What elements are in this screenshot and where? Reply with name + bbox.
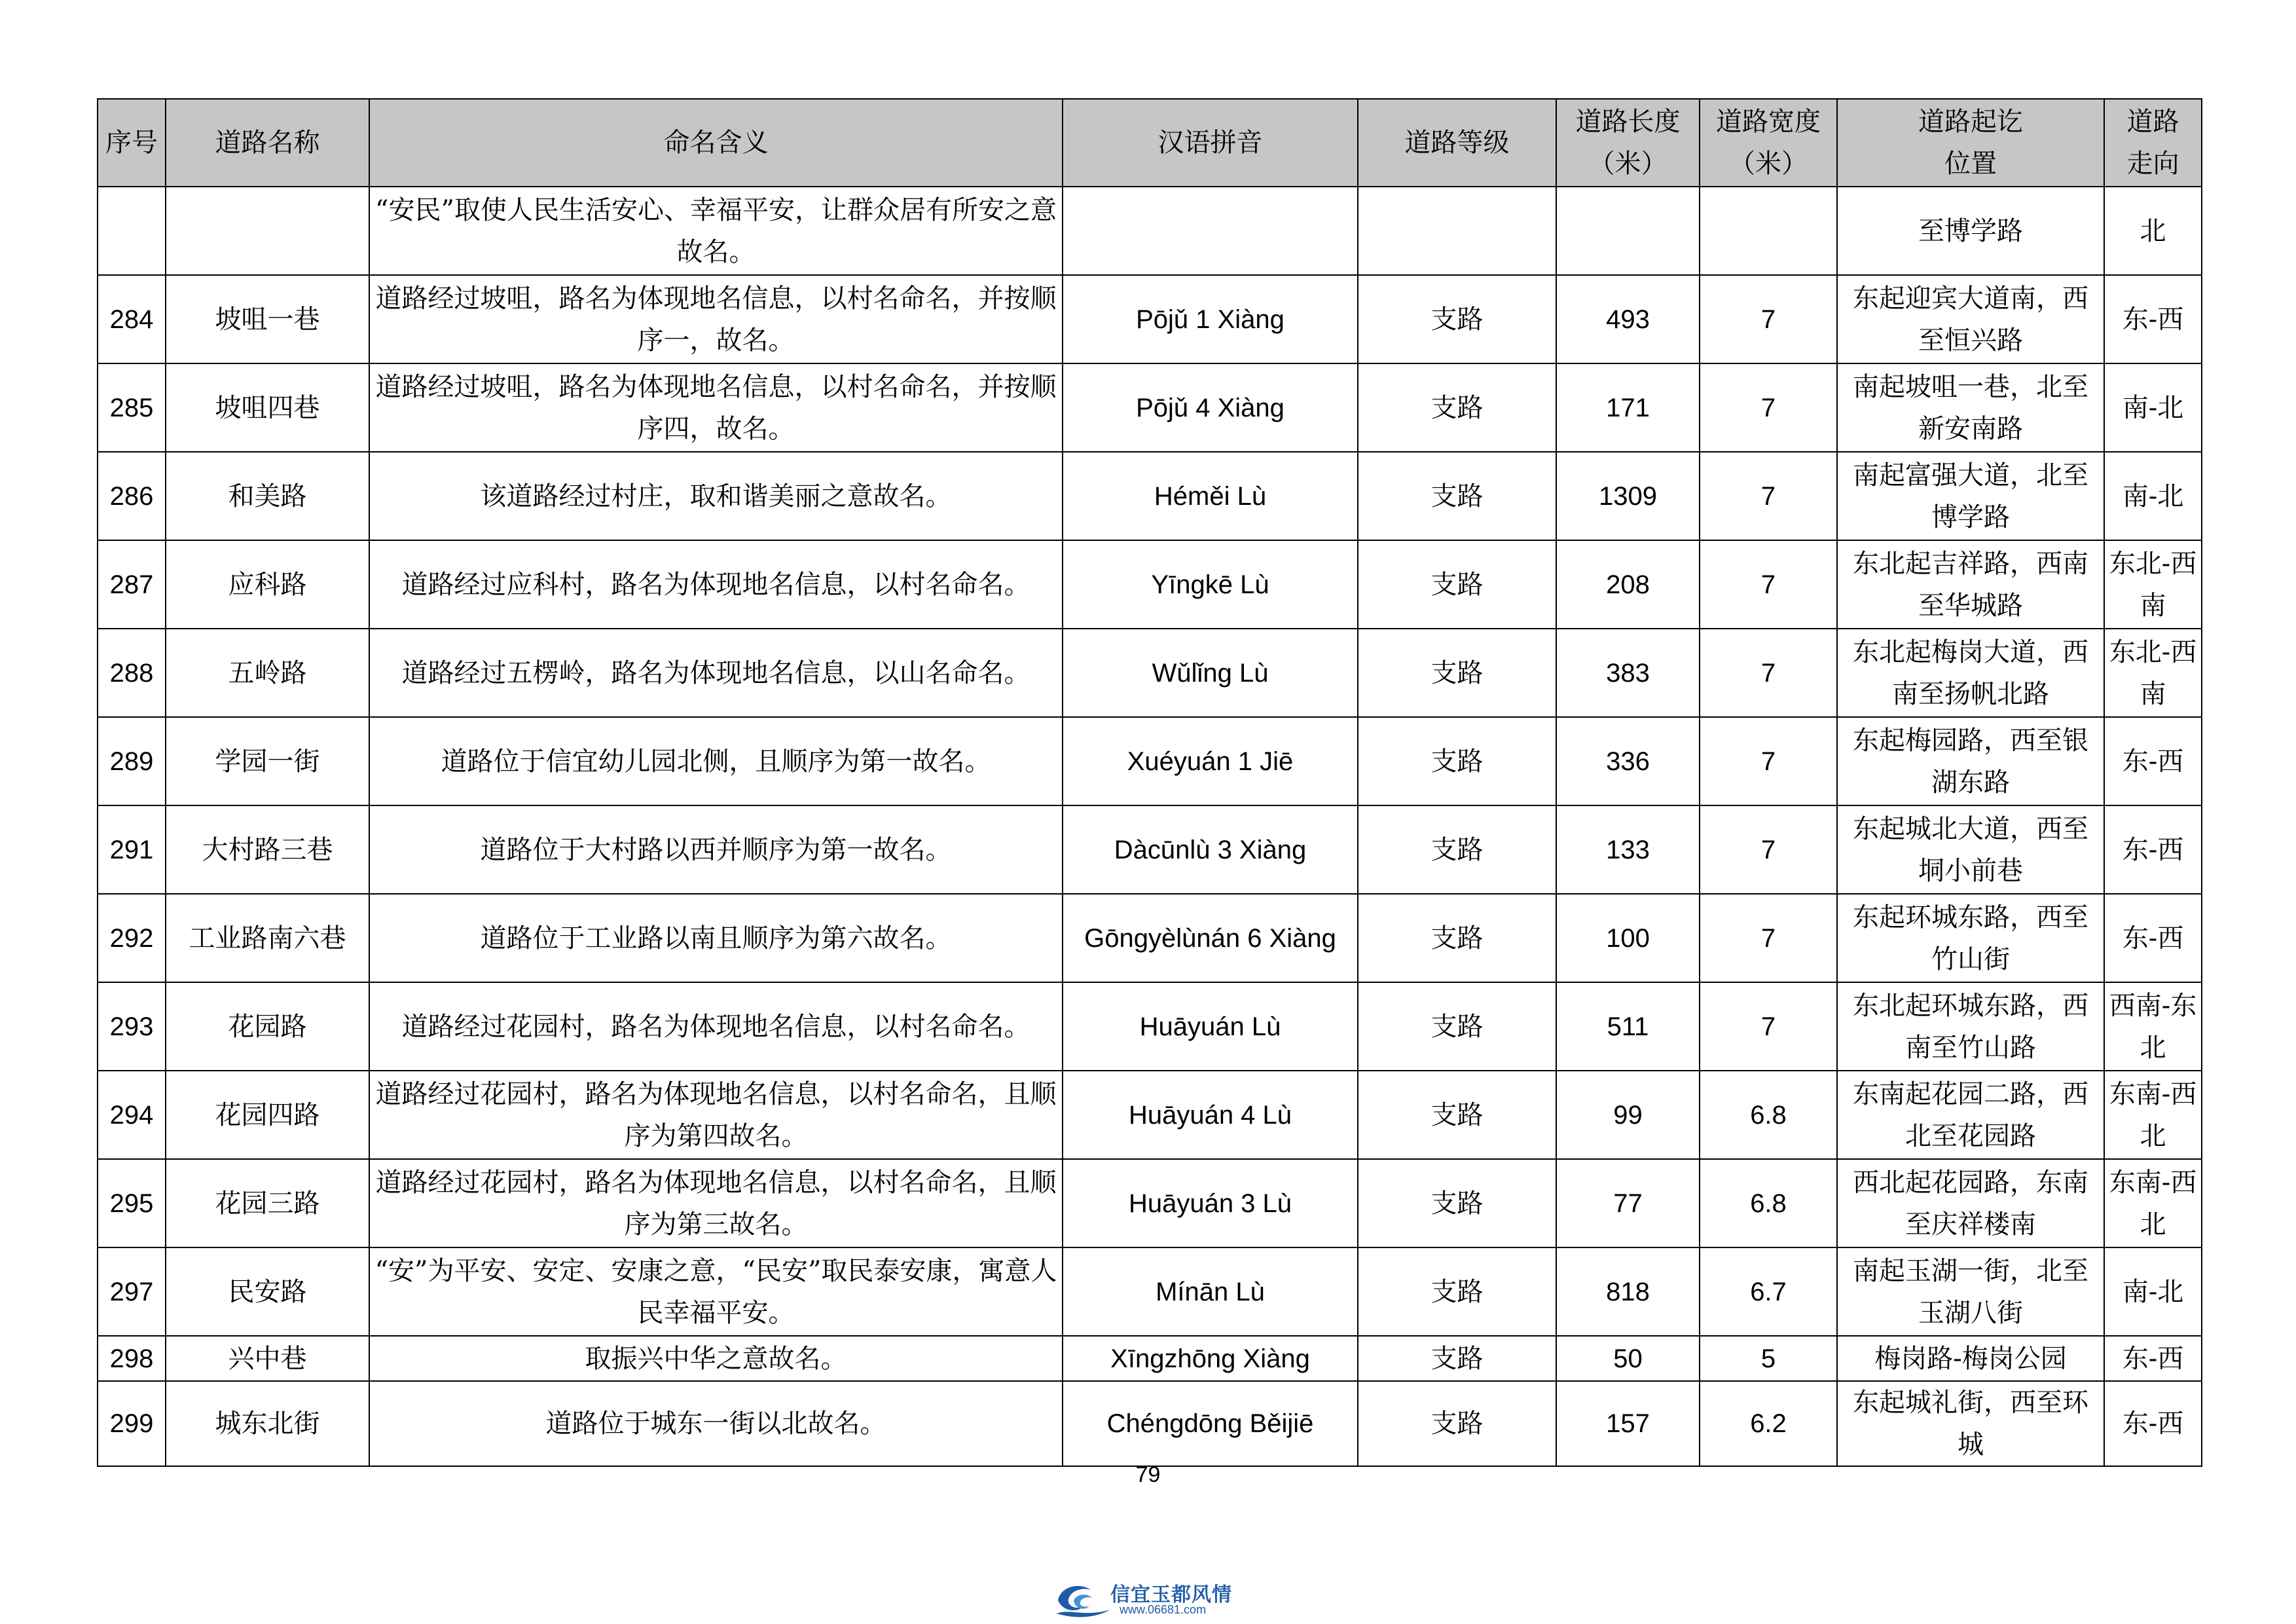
position-cell: 梅岗路-梅岗公园 [1837,1336,2104,1381]
grade-cell: 支路 [1358,363,1556,452]
grade-cell [1358,187,1556,275]
pinyin-cell: Mínān Lù [1063,1247,1358,1336]
direction-cell: 东北-西南 [2104,540,2202,629]
position-cell: 东南起花园二路，西北至花园路 [1837,1071,2104,1159]
pinyin-cell [1063,187,1358,275]
pinyin-cell: Huāyuán 3 Lù [1063,1159,1358,1247]
position-cell: 西北起花园路，东南至庆祥楼南 [1837,1159,2104,1247]
length-cell: 493 [1556,275,1700,363]
header-label: 道路等级 [1404,128,1510,158]
header-road-grade [1358,99,1556,187]
width-cell: 7 [1700,363,1837,452]
road-name-cell: 大村路三巷 [166,805,369,894]
length-cell: 99 [1556,1071,1700,1159]
header-label-line2: （米） [1588,149,1667,179]
length-cell: 336 [1556,717,1700,805]
table-row [98,805,2202,894]
direction-cell: 北 [2104,187,2202,275]
width-cell: 7 [1700,894,1837,982]
table-row [98,540,2202,629]
width-cell: 5 [1700,1336,1837,1381]
position-cell: 南起玉湖一街，北至玉湖八街 [1837,1247,2104,1336]
meaning-cell: 道路位于信宜幼儿园北侧，且顺序为第一故名。 [369,717,1063,805]
grade-cell: 支路 [1358,1159,1556,1247]
meaning-cell: “安”为平安、安定、安康之意，“民安”取民泰安康，寓意人民幸福平安。 [369,1247,1063,1336]
width-cell: 6.8 [1700,1071,1837,1159]
header-label-line2: （米） [1729,149,1808,179]
width-cell: 7 [1700,982,1837,1071]
serial: 297 [98,1247,166,1336]
road-name-cell: 城东北街 [166,1381,369,1466]
grade-cell: 支路 [1358,275,1556,363]
length-cell: 133 [1556,805,1700,894]
header-label: 道路名称 [215,128,320,158]
road-name-cell [166,187,369,275]
pinyin-cell: Wǔlǐng Lù [1063,629,1358,717]
meaning-cell: 道路经过坡咀，路名为体现地名信息，以村名命名，并按顺序一，故名。 [369,275,1063,363]
serial: 292 [98,894,166,982]
header-direction [2104,99,2202,187]
table-row [98,275,2202,363]
serial [98,187,166,275]
pinyin-cell: Huāyuán 4 Lù [1063,1071,1358,1159]
pinyin-cell: Xuéyuán 1 Jiē [1063,717,1358,805]
length-cell: 1309 [1556,452,1700,540]
road-name-cell: 学园一街 [166,717,369,805]
pinyin-cell: Dàcūnlù 3 Xiàng [1063,805,1358,894]
road-name-table [97,98,2202,1467]
serial: 293 [98,982,166,1071]
meaning-cell: 道路位于工业路以南且顺序为第六故名。 [369,894,1063,982]
site-logo [1054,1578,1250,1619]
header-naming-meaning [369,99,1063,187]
meaning-cell: 道路经过应科村，路名为体现地名信息，以村名命名。 [369,540,1063,629]
serial: 289 [98,717,166,805]
serial: 295 [98,1159,166,1247]
serial: 286 [98,452,166,540]
road-name-table-container [97,98,2201,1467]
position-cell: 东北起梅岗大道，西南至扬帆北路 [1837,629,2104,717]
header-serial [98,99,166,187]
table-row [98,363,2202,452]
header-label: 道路 [2126,107,2179,137]
serial: 288 [98,629,166,717]
logo-text: 信宜玉都风情 [1110,1583,1232,1606]
length-cell: 383 [1556,629,1700,717]
position-cell: 南起富强大道，北至博学路 [1837,452,2104,540]
pinyin-cell: Huāyuán Lù [1063,982,1358,1071]
serial: 294 [98,1071,166,1159]
direction-cell: 西南-东北 [2104,982,2202,1071]
position-cell: 东起迎宾大道南，西至恒兴路 [1837,275,2104,363]
width-cell: 6.8 [1700,1159,1837,1247]
road-name-cell: 和美路 [166,452,369,540]
road-name-cell: 兴中巷 [166,1336,369,1381]
position-cell: 东起梅园路，西至银湖东路 [1837,717,2104,805]
header-label: 道路起讫 [1918,107,2023,137]
width-cell: 6.7 [1700,1247,1837,1336]
meaning-cell: 该道路经过村庄，取和谐美丽之意故名。 [369,452,1063,540]
direction-cell: 东-西 [2104,805,2202,894]
road-name-cell: 坡咀一巷 [166,275,369,363]
header-road-width [1700,99,1837,187]
serial: 299 [98,1381,166,1466]
road-name-cell: 工业路南六巷 [166,894,369,982]
position-cell: 东起城礼街，西至环城 [1837,1381,2104,1466]
width-cell: 7 [1700,540,1837,629]
header-label-line2: 走向 [2126,149,2179,179]
meaning-cell: 道路经过坡咀，路名为体现地名信息，以村名命名，并按顺序四，故名。 [369,363,1063,452]
direction-cell: 南-北 [2104,452,2202,540]
meaning-cell: 道路位于大村路以西并顺序为第一故名。 [369,805,1063,894]
direction-cell: 南-北 [2104,363,2202,452]
length-cell: 171 [1556,363,1700,452]
pinyin-cell: Yīngkē Lù [1063,540,1358,629]
table-row [98,1336,2202,1381]
grade-cell: 支路 [1358,452,1556,540]
road-name-cell: 五岭路 [166,629,369,717]
table-header-row [98,99,2202,187]
grade-cell: 支路 [1358,1381,1556,1466]
grade-cell: 支路 [1358,629,1556,717]
header-label: 命名含义 [663,128,769,158]
grade-cell: 支路 [1358,717,1556,805]
meaning-cell: 道路经过五楞岭，路名为体现地名信息，以山名命名。 [369,629,1063,717]
position-cell: 东北起环城东路，西南至竹山路 [1837,982,2104,1071]
direction-cell: 东-西 [2104,894,2202,982]
grade-cell: 支路 [1358,1247,1556,1336]
length-cell [1556,187,1700,275]
length-cell: 818 [1556,1247,1700,1336]
width-cell: 7 [1700,275,1837,363]
road-name-cell: 花园四路 [166,1071,369,1159]
width-cell: 7 [1700,805,1837,894]
logo-url: www.06681.com [1120,1603,1207,1616]
direction-cell: 东南-西北 [2104,1159,2202,1247]
table-row [98,982,2202,1071]
table-row [98,1159,2202,1247]
length-cell: 208 [1556,540,1700,629]
table-row [98,894,2202,982]
direction-cell: 东-西 [2104,275,2202,363]
grade-cell: 支路 [1358,540,1556,629]
meaning-cell: 道路经过花园村，路名为体现地名信息，以村名命名，且顺序为第四故名。 [369,1071,1063,1159]
header-start-end-position [1837,99,2104,187]
header-label-line2: 位置 [1944,149,1997,179]
road-name-cell: 花园路 [166,982,369,1071]
header-label: 道路宽度 [1716,107,1821,137]
serial: 298 [98,1336,166,1381]
position-cell: 南起坡咀一巷，北至新安南路 [1837,363,2104,452]
width-cell [1700,187,1837,275]
direction-cell: 东-西 [2104,717,2202,805]
header-pinyin [1063,99,1358,187]
page-number: 79 [1135,1462,1161,1487]
pinyin-cell: Pōjǔ 1 Xiàng [1063,275,1358,363]
direction-cell: 东南-西北 [2104,1071,2202,1159]
table-row [98,717,2202,805]
direction-cell: 南-北 [2104,1247,2202,1336]
position-cell: 至博学路 [1837,187,2104,275]
header-road-length [1556,99,1700,187]
wave-logo-icon [1054,1578,1113,1619]
grade-cell: 支路 [1358,1071,1556,1159]
road-name-cell: 花园三路 [166,1159,369,1247]
width-cell: 7 [1700,717,1837,805]
width-cell: 7 [1700,629,1837,717]
length-cell: 100 [1556,894,1700,982]
header-road-name [166,99,369,187]
meaning-cell: 取振兴中华之意故名。 [369,1336,1063,1381]
table-row [98,1381,2202,1466]
meaning-cell: 道路经过花园村，路名为体现地名信息，以村名命名。 [369,982,1063,1071]
position-cell: 东北起吉祥路，西南至华城路 [1837,540,2104,629]
position-cell: 东起城北大道，西至垌小前巷 [1837,805,2104,894]
header-label: 汉语拼音 [1157,128,1263,158]
grade-cell: 支路 [1358,982,1556,1071]
table-row [98,629,2202,717]
table-row [98,1071,2202,1159]
pinyin-cell: Pōjǔ 4 Xiàng [1063,363,1358,452]
serial: 285 [98,363,166,452]
grade-cell: 支路 [1358,1336,1556,1381]
pinyin-cell: Héměi Lù [1063,452,1358,540]
header-label: 序号 [105,128,158,158]
road-name-cell: 坡咀四巷 [166,363,369,452]
width-cell: 6.2 [1700,1381,1837,1466]
width-cell: 7 [1700,452,1837,540]
position-cell: 东起环城东路，西至竹山街 [1837,894,2104,982]
pinyin-cell: Chéngdōng Běijiē [1063,1381,1358,1466]
pinyin-cell: Xīngzhōng Xiàng [1063,1336,1358,1381]
serial: 291 [98,805,166,894]
length-cell: 77 [1556,1159,1700,1247]
pinyin-cell: Gōngyèlùnán 6 Xiàng [1063,894,1358,982]
grade-cell: 支路 [1358,894,1556,982]
meaning-cell: 道路经过花园村，路名为体现地名信息，以村名命名，且顺序为第三故名。 [369,1159,1063,1247]
direction-cell: 东-西 [2104,1336,2202,1381]
meaning-cell: 道路位于城东一街以北故名。 [369,1381,1063,1466]
serial: 284 [98,275,166,363]
length-cell: 511 [1556,982,1700,1071]
direction-cell: 东-西 [2104,1381,2202,1466]
road-name-cell: 应科路 [166,540,369,629]
header-label: 道路长度 [1575,107,1681,137]
road-name-cell: 民安路 [166,1247,369,1336]
length-cell: 50 [1556,1336,1700,1381]
meaning-cell: “安民”取使人民生活安心、幸福平安，让群众居有所安之意故名。 [369,187,1063,275]
table-row [98,452,2202,540]
grade-cell: 支路 [1358,805,1556,894]
table-row [98,1247,2202,1336]
table-row [98,187,2202,275]
direction-cell: 东北-西南 [2104,629,2202,717]
table-body [98,187,2202,1466]
serial: 287 [98,540,166,629]
length-cell: 157 [1556,1381,1700,1466]
